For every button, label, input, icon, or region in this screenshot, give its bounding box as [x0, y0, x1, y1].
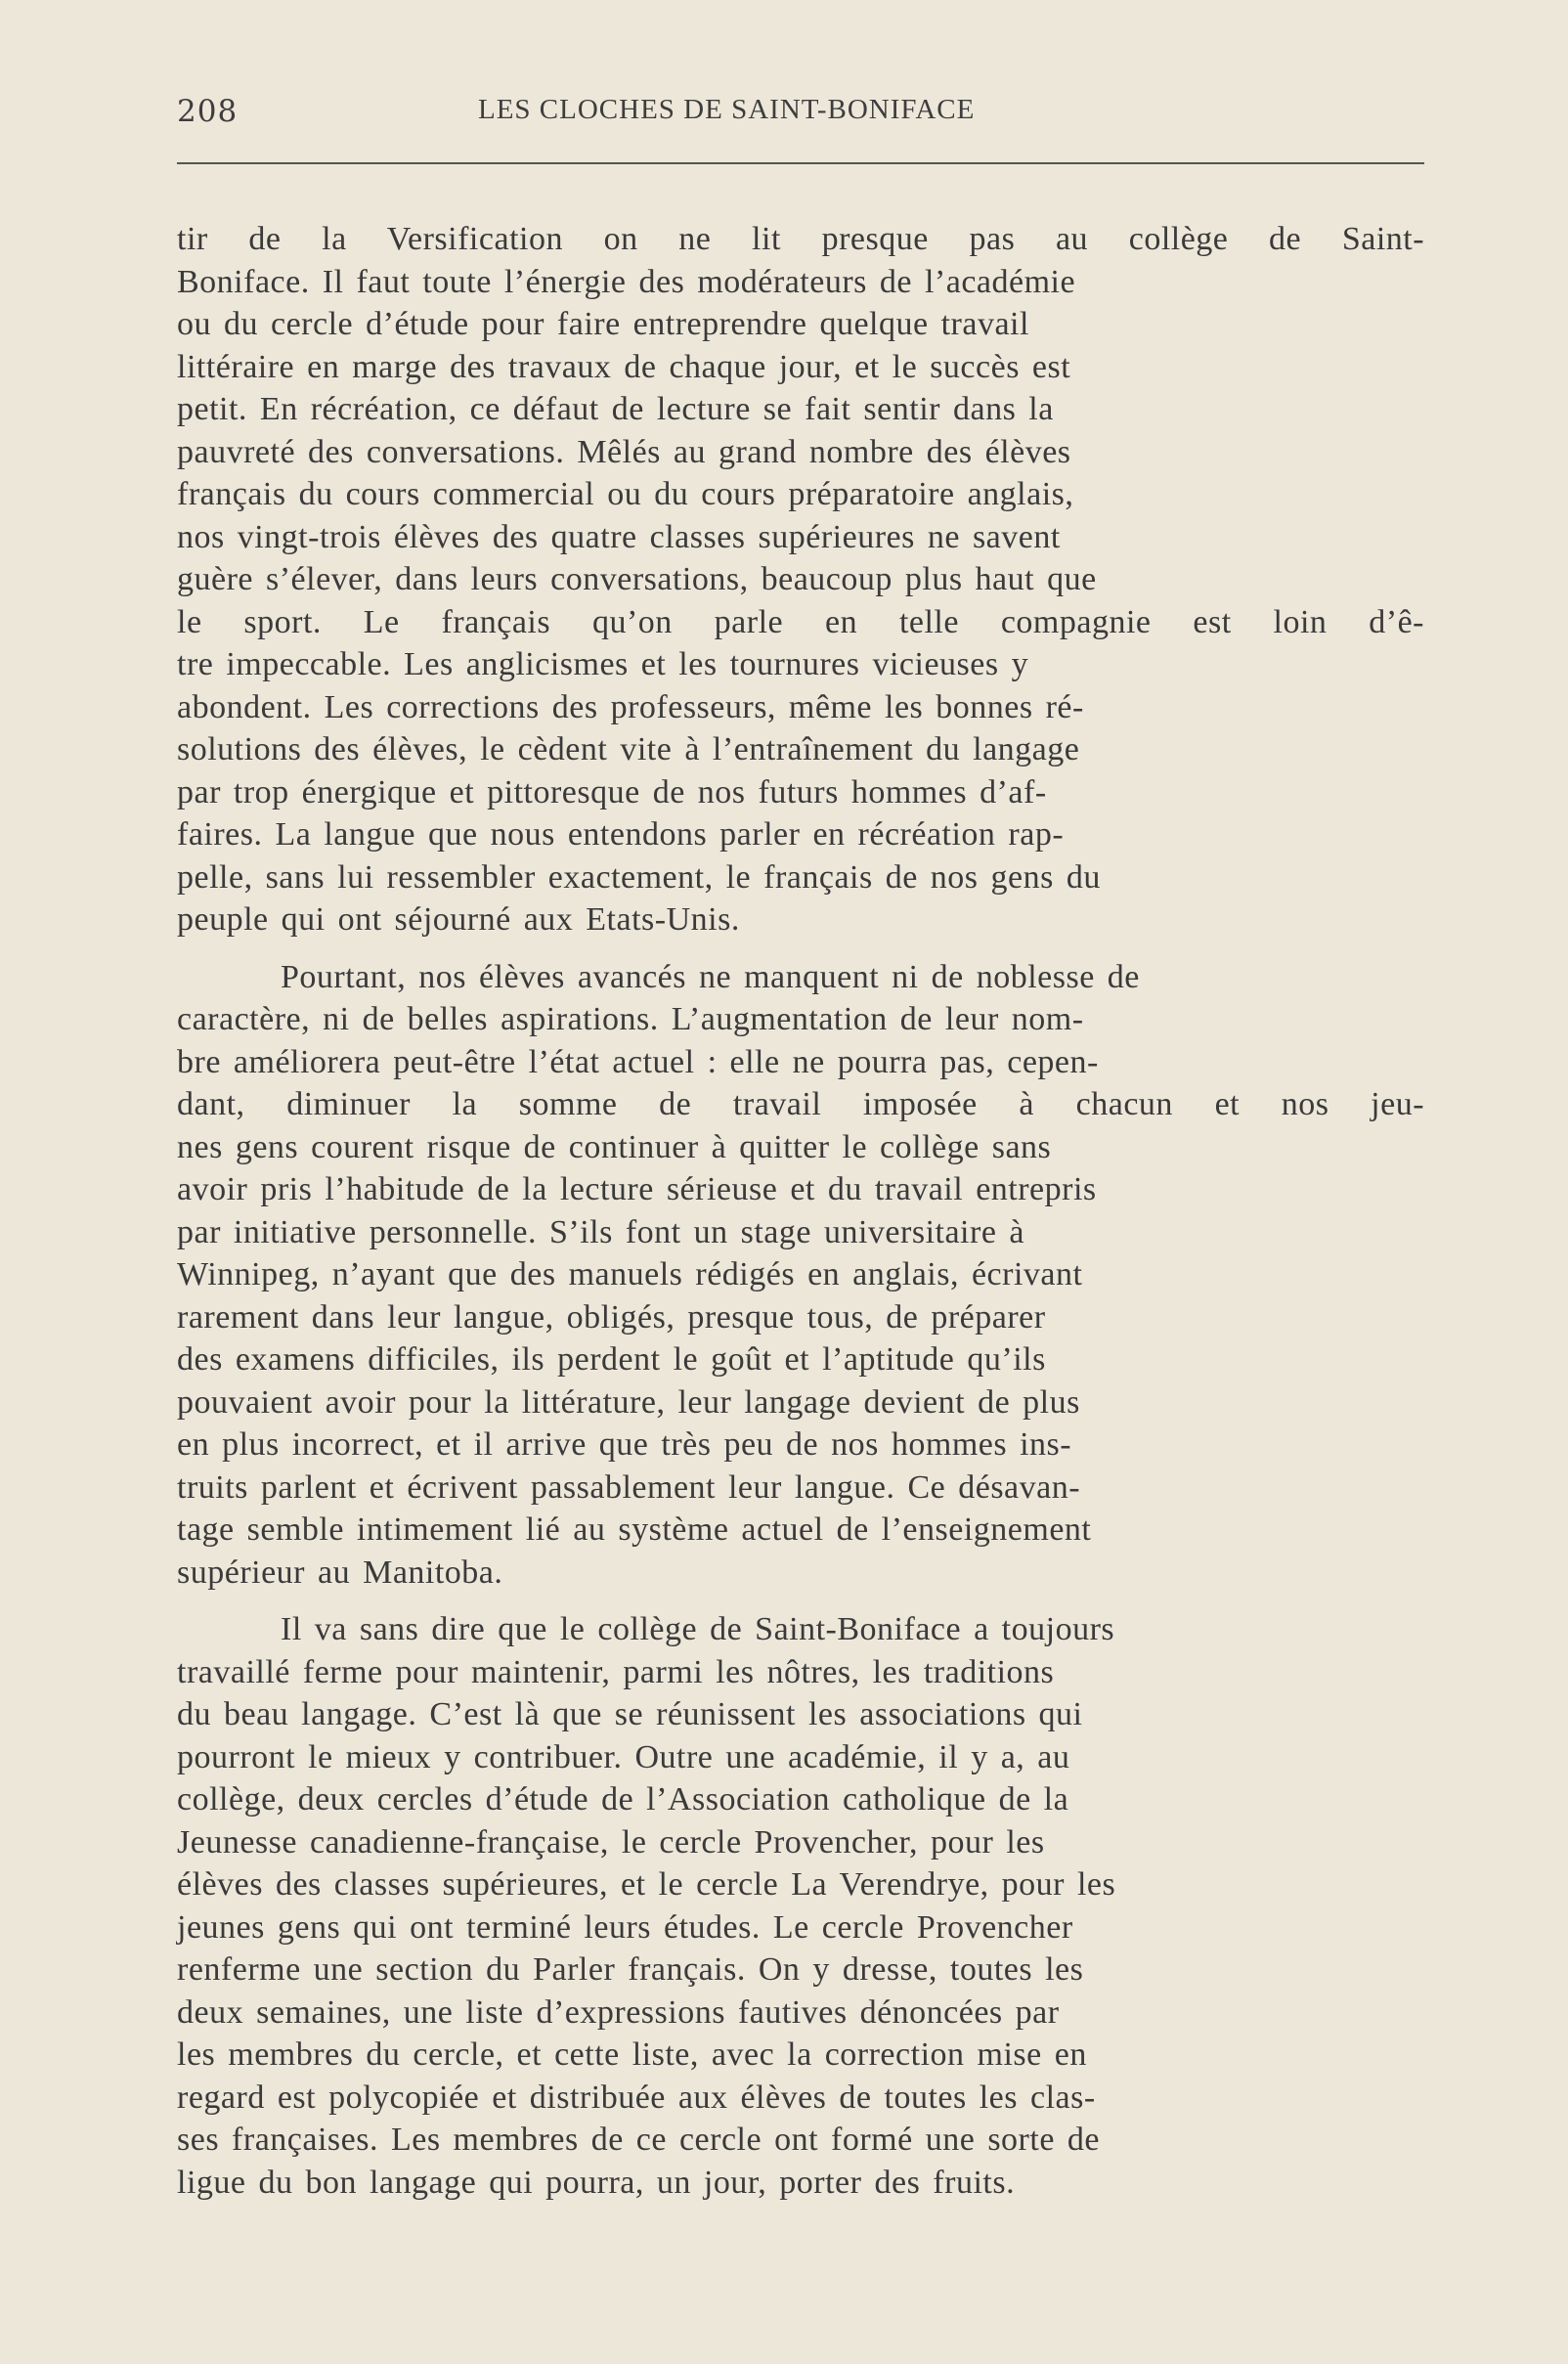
text-line: les membres du cercle, et cette liste, avec la correction mise en — [177, 2036, 1087, 2073]
paragraph-gap — [177, 941, 1438, 956]
text-line: littéraire en marge des travaux de chaque jour, et le succès est — [177, 348, 1071, 385]
text-line: bre améliorera peut-être l’état actuel : elle ne pourra pas, cepen- — [177, 1043, 1099, 1080]
text-line: avoir pris l’habitude de la lecture sérieuse et du travail entrepris — [177, 1171, 1097, 1207]
text-line: ou du cercle d’étude pour faire entreprendre quelque travail — [177, 306, 1029, 342]
text-line: élèves des classes supérieures, et le cercle La Verendrye, pour les — [177, 1866, 1116, 1903]
text-line: tir de la Versification on ne lit presque pas au collège de Saint- — [177, 221, 1425, 257]
paragraph — [177, 1608, 1438, 2204]
text-line: Jeunesse canadienne-française, le cercle Provencher, pour les — [177, 1823, 1045, 1861]
text-line: français du cours commercial ou du cours préparatoire anglais, — [177, 476, 1074, 512]
body-text — [177, 218, 1438, 2204]
text-line: pouvaient avoir pour la littérature, leur langage devient de plus — [177, 1383, 1080, 1421]
text-line: Pourtant, nos élèves avancés ne manquent ni de noblesse de — [281, 958, 1140, 995]
text-line: travaillé ferme pour maintenir, parmi les nôtres, les traditions — [177, 1653, 1055, 1690]
paragraph — [177, 956, 1438, 1595]
text-line: faires. La langue que nous entendons parler en récréation rap- — [177, 816, 1065, 853]
text-line: ses françaises. Les membres de ce cercle ont formé une sorte de — [177, 2122, 1100, 2158]
text-line: abondent. Les corrections des professeurs, même les bonnes ré- — [177, 688, 1084, 725]
text-line: nes gens courent risque de continuer à quitter le collège sans — [177, 1128, 1052, 1165]
text-line: petit. En récréation, ce défaut de lecture se fait sentir dans la — [177, 391, 1054, 427]
text-line: collège, deux cercles d’étude de l’Association catholique de la — [177, 1781, 1069, 1817]
text-line: tage semble intimement lié au système actuel de l’enseignement — [177, 1511, 1092, 1548]
text-line: du beau langage. C’est là que se réunissent les associations qui — [177, 1696, 1083, 1732]
text-line: nos vingt-trois élèves des quatre classes supérieures ne savent — [177, 518, 1061, 555]
text-line: par trop énergique et pittoresque de nos futurs hommes d’af- — [177, 773, 1047, 810]
text-line: truits parlent et écrivent passablement leur langue. Ce désavan- — [177, 1468, 1081, 1506]
text-line: pourront le mieux y contribuer. Outre une académie, il y a, au — [177, 1738, 1070, 1775]
text-line: caractère, ni de belles aspirations. L’augmentation de leur nom- — [177, 1001, 1084, 1037]
text-line: rarement dans leur langue, obligés, presque tous, de préparer — [177, 1298, 1046, 1335]
text-line: regard est polycopiée et distribuée aux élèves de toutes les clas- — [177, 2079, 1096, 2116]
text-line: renferme une section du Parler français. On y dresse, toutes les — [177, 1951, 1084, 1988]
text-line: peuple qui ont séjourné aux Etats-Unis. — [177, 901, 740, 938]
text-line: par initiative personnelle. S’ils font un stage universitaire à — [177, 1213, 1024, 1250]
text-line: pelle, sans lui ressembler exactement, le français de nos gens du — [177, 858, 1101, 896]
text-line: supérieur au Manitoba. — [177, 1554, 503, 1591]
page-header — [177, 94, 1424, 133]
text-line: Il va sans dire que le collège de Saint-Boniface a toujours — [281, 1611, 1115, 1647]
text-line: solutions des élèves, le cèdent vite à l’entraînement du langage — [177, 731, 1080, 767]
text-line: ligue du bon langage qui pourra, un jour, porter des fruits. — [177, 2164, 1016, 2201]
text-line: jeunes gens qui ont terminé leurs études. Le cercle Provencher — [177, 1908, 1073, 1946]
header-rule — [177, 162, 1424, 164]
text-line: tre impeccable. Les anglicismes et les tournures vicieuses y — [177, 646, 1029, 682]
paragraph-gap — [177, 1594, 1438, 1608]
text-line: en plus incorrect, et il arrive que très peu de nos hommes ins- — [177, 1426, 1072, 1463]
text-line: guère s’élever, dans leurs conversations, beaucoup plus haut que — [177, 561, 1097, 597]
paragraph — [177, 218, 1438, 941]
text-line: Boniface. Il faut toute l’énergie des modérateurs de l’académie — [177, 263, 1076, 300]
text-line: des examens difficiles, ils perdent le goût et l’aptitude qu’ils — [177, 1341, 1046, 1378]
page-number: 208 — [177, 94, 239, 129]
text-line: dant, diminuer la somme de travail imposée à chacun et nos jeu- — [177, 1086, 1425, 1122]
text-line: Winnipeg, n’ayant que des manuels rédigés en anglais, écrivant — [177, 1256, 1083, 1292]
text-line: le sport. Le français qu’on parle en telle compagnie est loin d’ê- — [177, 603, 1425, 640]
text-line: deux semaines, une liste d’expressions fautives dénoncées par — [177, 1993, 1060, 2031]
running-title: LES CLOCHES DE SAINT-BONIFACE — [478, 94, 976, 125]
text-line: pauvreté des conversations. Mêlés au grand nombre des élèves — [177, 433, 1071, 470]
